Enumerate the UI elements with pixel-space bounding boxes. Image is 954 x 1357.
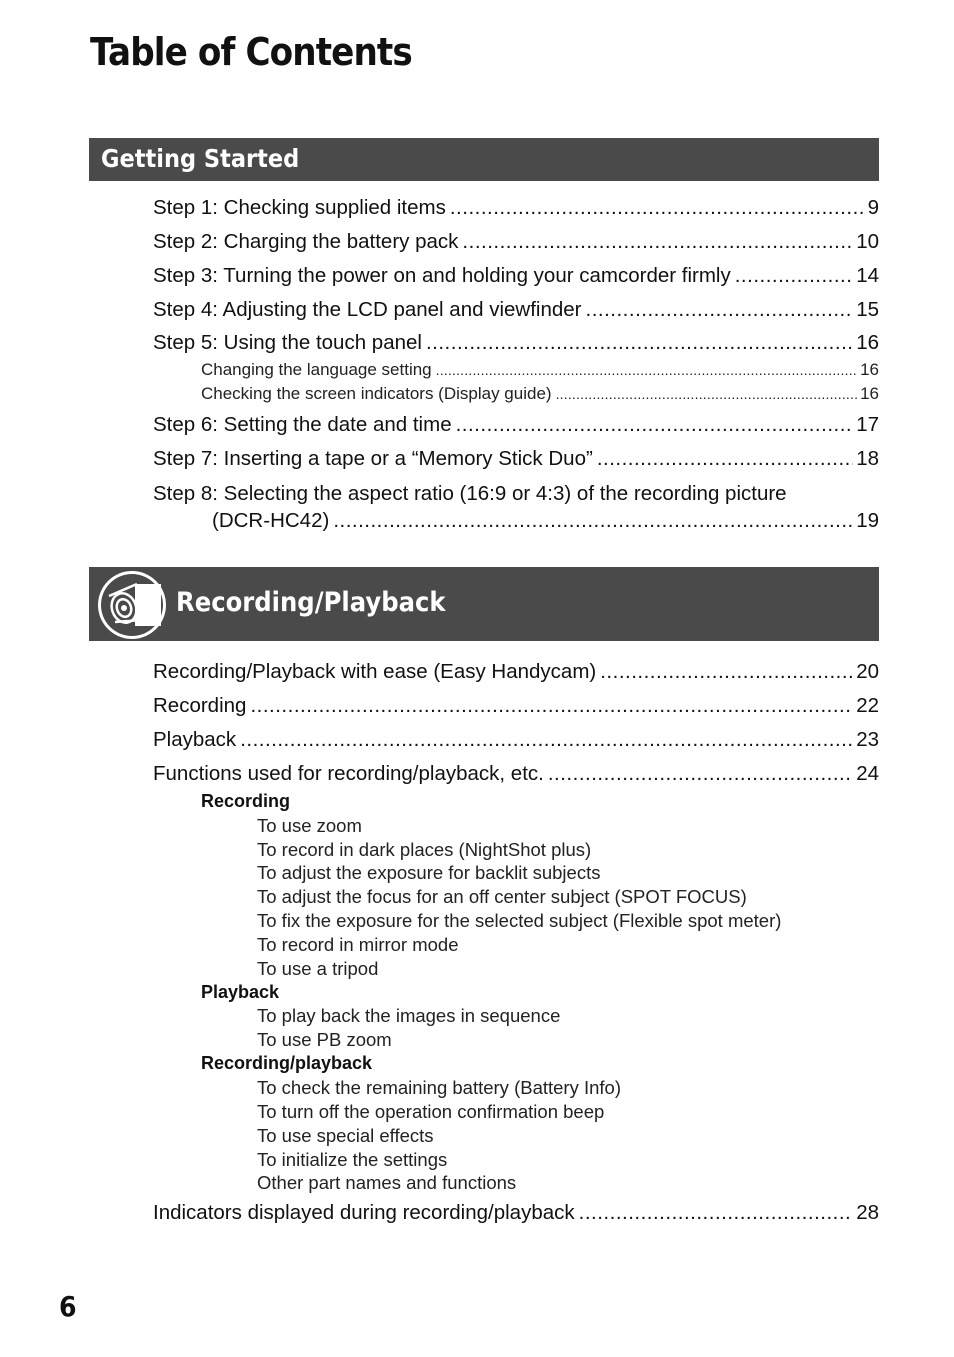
toc-entry-label: Checking the screen indicators (Display guide) bbox=[201, 384, 552, 403]
toc-entry[interactable] bbox=[153, 660, 879, 684]
toc-entry[interactable] bbox=[153, 447, 879, 471]
toc-entry-page: 16 bbox=[856, 331, 879, 354]
toc-entry-page: 17 bbox=[856, 413, 879, 436]
list-item: To use special effects bbox=[257, 1125, 434, 1146]
toc-entry-label: Playback bbox=[153, 728, 237, 751]
list-item: To use zoom bbox=[257, 815, 362, 836]
toc-entry-page: 16 bbox=[860, 384, 879, 403]
list-item: To record in mirror mode bbox=[257, 934, 459, 955]
toc-entry-page: 16 bbox=[860, 360, 879, 379]
toc-entry-page: 15 bbox=[856, 298, 879, 321]
toc-entry[interactable] bbox=[153, 298, 879, 322]
camcorder-lens-icon bbox=[97, 570, 167, 640]
list-item: To check the remaining battery (Battery Info) bbox=[257, 1077, 622, 1098]
toc-entry[interactable] bbox=[153, 413, 879, 437]
toc-entry-label: Recording bbox=[153, 694, 247, 717]
toc-entry-page: 19 bbox=[856, 509, 879, 532]
leader-dots bbox=[250, 694, 853, 718]
toc-entry[interactable] bbox=[153, 331, 879, 355]
toc-entry-label: Step 6: Setting the date and time bbox=[153, 413, 452, 436]
toc-entry-label: Step 8: Selecting the aspect ratio (16:9 or 4:3) of the recording picture bbox=[153, 482, 787, 505]
page-title: Table of Contents bbox=[90, 30, 412, 74]
toc-entry-page: 28 bbox=[856, 1201, 879, 1224]
toc-entry-label: Step 2: Charging the battery pack bbox=[153, 230, 459, 253]
toc-entry[interactable] bbox=[153, 694, 879, 718]
list-item: To fix the exposure for the selected subject (Flexible spot meter) bbox=[257, 910, 782, 931]
leader-dots bbox=[456, 413, 854, 437]
section-heading: Recording/Playback bbox=[176, 587, 446, 618]
toc-entry-label-cont: (DCR-HC42) bbox=[212, 509, 330, 532]
section-heading: Getting Started bbox=[101, 144, 300, 173]
section-header-recording-playback bbox=[89, 567, 879, 641]
leader-dots bbox=[579, 1201, 854, 1225]
toc-entry-label: Changing the language setting bbox=[201, 360, 432, 379]
leader-dots bbox=[462, 230, 853, 254]
toc-entry-label: Step 4: Adjusting the LCD panel and viewfinder bbox=[153, 298, 582, 321]
group-heading-recording: Recording bbox=[201, 791, 291, 811]
list-item: To record in dark places (NightShot plus) bbox=[257, 839, 592, 860]
leader-dots bbox=[450, 196, 865, 220]
list-item: To use PB zoom bbox=[257, 1029, 392, 1050]
leader-dots bbox=[333, 507, 853, 534]
list-item: To adjust the focus for an off center subject (SPOT FOCUS) bbox=[257, 886, 747, 907]
toc-entry-label: Step 3: Turning the power on and holding your camcorder firmly bbox=[153, 264, 731, 287]
leader-dots bbox=[436, 360, 857, 380]
toc-entry-label: Recording/Playback with ease (Easy Handycam) bbox=[153, 660, 597, 683]
toc-entry-label: Indicators displayed during recording/playback bbox=[153, 1201, 575, 1224]
leader-dots bbox=[586, 298, 854, 322]
list-item: To turn off the operation confirmation beep bbox=[257, 1101, 605, 1122]
toc-entry-page: 18 bbox=[856, 447, 879, 470]
toc-entry-page: 24 bbox=[856, 762, 879, 785]
leader-dots bbox=[426, 331, 853, 355]
toc-entry-page: 23 bbox=[856, 728, 879, 751]
toc-subentry[interactable] bbox=[201, 360, 879, 380]
toc-entry-label: Step 5: Using the touch panel bbox=[153, 331, 422, 354]
list-item: To adjust the exposure for backlit subjects bbox=[257, 862, 601, 883]
toc-entry[interactable] bbox=[153, 264, 879, 288]
list-item: To use a tripod bbox=[257, 958, 379, 979]
toc-entry[interactable] bbox=[153, 196, 879, 220]
toc-entry-page: 9 bbox=[867, 196, 879, 219]
leader-dots bbox=[597, 447, 853, 471]
toc-entry[interactable] bbox=[153, 230, 879, 254]
leader-dots bbox=[548, 762, 853, 786]
leader-dots bbox=[240, 728, 853, 752]
leader-dots bbox=[600, 660, 853, 684]
toc-entry-page: 22 bbox=[856, 694, 879, 717]
list-item: To initialize the settings bbox=[257, 1149, 448, 1170]
toc-entry-label: Step 7: Inserting a tape or a “Memory Stick Duo” bbox=[153, 447, 593, 470]
list-item: To play back the images in sequence bbox=[257, 1005, 561, 1026]
toc-subentry[interactable] bbox=[201, 384, 879, 404]
toc-entry[interactable] bbox=[153, 728, 879, 752]
leader-dots bbox=[556, 384, 858, 404]
toc-entry-step8[interactable] bbox=[153, 480, 879, 534]
group-heading-recording-playback: Recording/playback bbox=[201, 1053, 373, 1073]
list-item: Other part names and functions bbox=[257, 1172, 517, 1193]
toc-entry-page: 10 bbox=[856, 230, 879, 253]
toc-entry[interactable] bbox=[153, 762, 879, 786]
toc-entry-label: Step 1: Checking supplied items bbox=[153, 196, 446, 219]
leader-dots bbox=[735, 264, 853, 288]
toc-entry-label: Functions used for recording/playback, etc. bbox=[153, 762, 544, 785]
group-heading-playback: Playback bbox=[201, 982, 280, 1002]
toc-entry[interactable] bbox=[153, 1201, 879, 1225]
section-header-getting-started bbox=[89, 138, 879, 181]
toc-entry-page: 20 bbox=[856, 660, 879, 683]
toc-entry-page: 14 bbox=[856, 264, 879, 287]
page-number: 6 bbox=[59, 1290, 77, 1323]
